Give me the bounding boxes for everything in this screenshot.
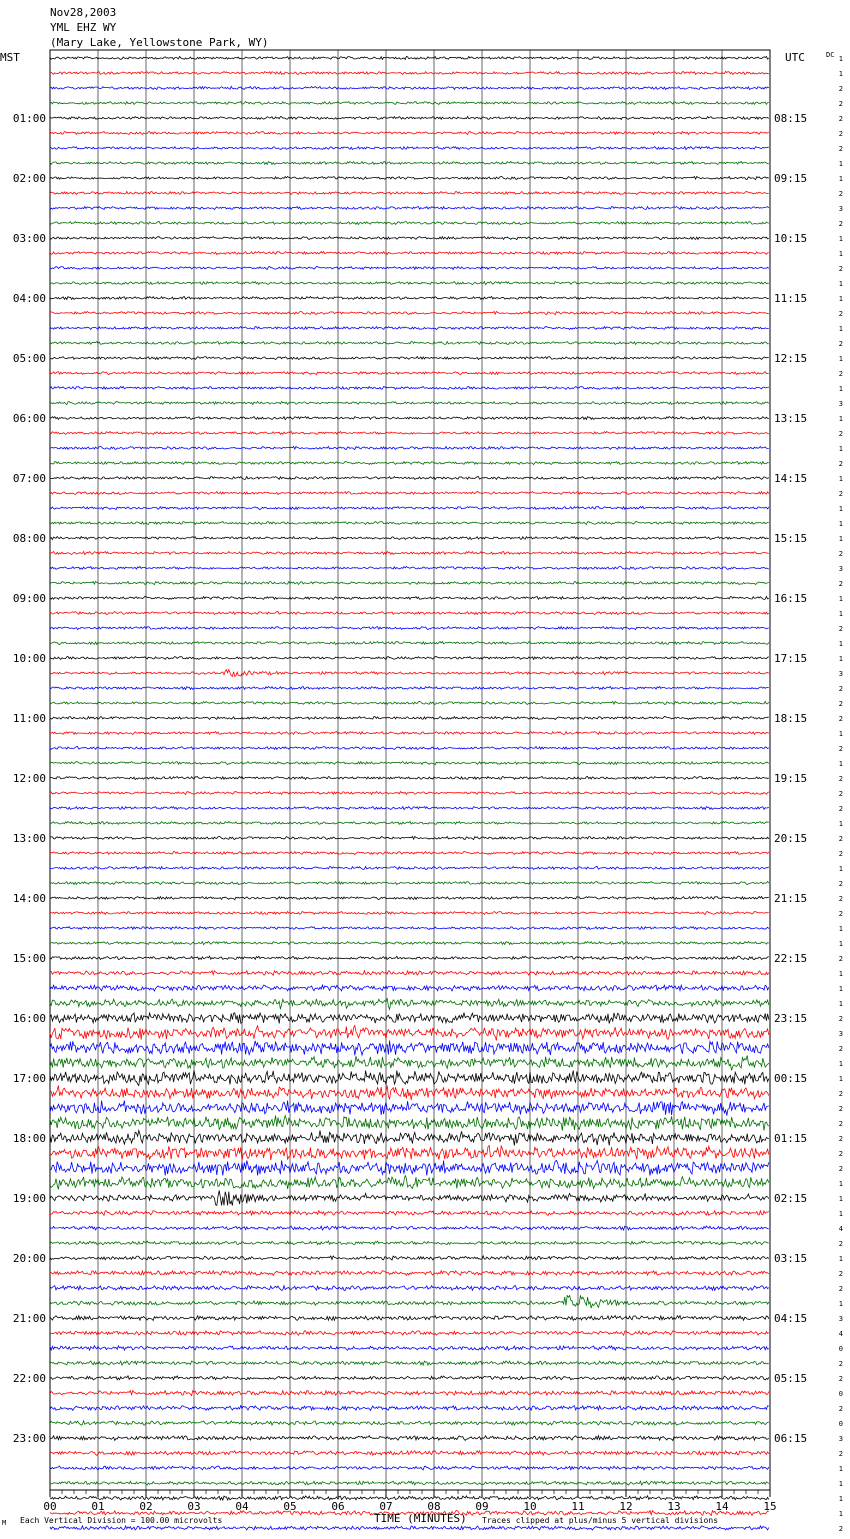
dc-offset-label: 1 [838,925,843,933]
dc-offset-label: 4 [838,1330,843,1338]
dc-offset-label: 2 [838,805,843,813]
dc-offset-label: 2 [838,700,843,708]
dc-offset-label: 2 [838,1285,843,1293]
trace-71 [50,1116,769,1131]
x-tick-label: 02 [139,1500,153,1513]
trace-31 [50,522,769,525]
right-hour-label: 10:15 [774,232,808,245]
right-hour-label: 08:15 [774,112,808,125]
x-tick-label: 05 [283,1500,297,1513]
x-tick-label: 03 [187,1500,201,1513]
trace-27 [50,462,769,465]
trace-lines [50,57,769,1535]
trace-15 [50,282,769,285]
trace-18 [50,327,769,330]
trace-70 [50,1101,769,1116]
trace-55 [50,882,769,885]
dc-offset-label: 1 [838,940,843,948]
trace-74 [50,1161,769,1176]
right-hour-labels [774,112,807,1445]
x-tick-label: 00 [43,1500,57,1513]
trace-7 [50,162,769,165]
trace-21 [50,372,769,375]
trace-23 [50,402,769,405]
x-tick-label: 10 [523,1500,537,1513]
trace-63 [50,998,769,1009]
x-tick-label: 08 [427,1500,441,1513]
trace-50 [50,807,769,810]
dc-offset-label: 1 [838,70,843,78]
right-hour-label: 19:15 [774,772,808,785]
trace-16 [50,297,769,300]
dc-offset-label: 1 [838,325,843,333]
trace-69 [50,1086,769,1101]
right-hour-label: 17:15 [774,652,808,665]
left-hour-label: 07:00 [12,472,46,485]
dc-offset-label: 0 [838,1420,843,1428]
dc-offset-label: 2 [838,685,843,693]
dc-offset-label: 1 [838,415,843,423]
right-hour-label: 06:15 [774,1432,808,1445]
dc-offset-label: 1 [838,970,843,978]
dc-offset-label: 1 [838,1495,843,1503]
x-tick-label: 13 [667,1500,681,1513]
scale-note: Each Vertical Division = 100.00 microvolts [20,1516,223,1525]
trace-29 [50,492,769,495]
dc-offset-label: 2 [838,850,843,858]
dc-offset-label: 3 [838,1315,843,1323]
right-hour-label: 21:15 [774,892,808,905]
trace-24 [50,417,769,420]
left-hour-label: 18:00 [12,1132,46,1145]
trace-92 [50,1436,769,1441]
dc-offset-label: 1 [838,445,843,453]
dc-offset-label: 2 [838,745,843,753]
dc-offset-label: 1 [838,1195,843,1203]
right-hour-label: 11:15 [774,292,808,305]
dc-offset-label: 3 [838,565,843,573]
trace-4 [50,117,769,120]
dc-offset-label: 3 [838,400,843,408]
dc-offset-label: 2 [838,1015,843,1023]
dc-offset-label: 2 [838,955,843,963]
dc-offset-label: 2 [838,145,843,153]
dc-offset-label: 1 [838,1000,843,1008]
left-hour-label: 19:00 [12,1192,46,1205]
right-axis-title: UTC [785,51,805,64]
dc-offset-label: 3 [838,1030,843,1038]
x-tick-label: 01 [91,1500,105,1513]
trace-64 [50,1013,769,1024]
dc-offset-label: 2 [838,490,843,498]
dc-offset-label: 1 [838,760,843,768]
dc-offset-label: 2 [838,130,843,138]
dc-offset-label: 2 [838,895,843,903]
left-hour-label: 22:00 [12,1372,46,1385]
x-tick-label: 07 [379,1500,393,1513]
dc-offset-label: 2 [838,115,843,123]
dc-offset-label: 2 [838,190,843,198]
left-hour-label: 23:00 [12,1432,46,1445]
left-hour-label: 21:00 [12,1312,46,1325]
trace-28 [50,477,769,480]
dc-offset-label: 1 [838,535,843,543]
right-hour-label: 18:15 [774,712,808,725]
trace-30 [50,507,769,510]
left-hour-label: 17:00 [12,1072,46,1085]
dc-offset-label: 2 [838,265,843,273]
record-date: Nov28,2003 [50,6,117,19]
trace-87 [50,1361,769,1365]
dc-offset-label: 2 [838,790,843,798]
left-hour-label: 08:00 [12,532,46,545]
dc-offset-label: 2 [838,625,843,633]
dc-offset-label: 1 [838,1465,843,1473]
dc-offset-label: 1 [838,595,843,603]
left-hour-label: 12:00 [12,772,46,785]
trace-8 [50,176,769,179]
trace-44 [50,717,769,720]
trace-1 [50,71,769,74]
trace-51 [50,822,769,825]
x-tick-label: 14 [715,1500,729,1513]
trace-12 [50,237,769,240]
trace-45 [50,732,769,735]
trace-42 [50,687,769,690]
trace-49 [50,792,769,795]
station-location: (Mary Lake, Yellowstone Park, WY) [50,36,269,49]
trace-14 [50,267,769,270]
trace-53 [50,852,769,855]
dc-offset-label: 2 [838,100,843,108]
trace-85 [50,1331,769,1335]
trace-83 [50,1296,769,1309]
trace-35 [50,581,769,584]
dc-offset-label: 2 [838,775,843,783]
dc-offset-label: 2 [838,835,843,843]
dc-offset-label: 2 [838,1150,843,1158]
dc-offset-label: 2 [838,1120,843,1128]
right-hour-label: 13:15 [774,412,808,425]
header [50,6,269,49]
right-hour-label: 00:15 [774,1072,808,1085]
left-hour-label: 02:00 [12,172,46,185]
dc-offset-label: 3 [838,1435,843,1443]
trace-2 [50,86,769,89]
trace-78 [50,1226,769,1230]
left-hour-label: 09:00 [12,592,46,605]
x-tick-label: 04 [235,1500,249,1513]
x-axis-ticks [43,1490,776,1513]
x-tick-label: 06 [331,1500,345,1513]
trace-13 [50,252,769,255]
trace-90 [50,1406,769,1411]
trace-17 [50,311,769,314]
trace-82 [50,1286,769,1291]
x-tick-label: 09 [475,1500,489,1513]
right-hour-label: 02:15 [774,1192,808,1205]
dc-offset-label: 1 [838,55,843,63]
trace-68 [50,1071,769,1086]
trace-33 [50,552,769,555]
right-hour-label: 14:15 [774,472,808,485]
right-hour-label: 16:15 [774,592,808,605]
trace-11 [50,222,769,225]
trace-9 [50,192,769,195]
trace-76 [50,1191,769,1206]
dc-offset-label: 2 [838,220,843,228]
dc-offset-label: 3 [838,205,843,213]
dc-offset-label: 1 [838,235,843,243]
left-hour-label: 20:00 [12,1252,46,1265]
dc-offset-label: 1 [838,385,843,393]
trace-34 [50,566,769,569]
left-hour-label: 04:00 [12,292,46,305]
trace-84 [50,1316,769,1321]
dc-offset-label: 2 [838,550,843,558]
dc-offset-label: 0 [838,1345,843,1353]
dc-offset-label: 1 [838,520,843,528]
dc-offset-label: 1 [838,1210,843,1218]
dc-offset-label: 1 [838,250,843,258]
dc-offset-label: 1 [838,1075,843,1083]
trace-72 [50,1131,769,1146]
dc-offset-label: 2 [838,1405,843,1413]
dc-offset-label: 2 [838,340,843,348]
right-hour-label: 15:15 [774,532,808,545]
trace-39 [50,642,769,645]
trace-26 [50,446,769,449]
trace-3 [50,102,769,105]
left-hour-label: 15:00 [12,952,46,965]
left-hour-label: 14:00 [12,892,46,905]
trace-20 [50,357,769,360]
trace-66 [50,1041,769,1056]
left-hour-label: 05:00 [12,352,46,365]
trace-19 [50,342,769,345]
right-hour-label: 20:15 [774,832,808,845]
dc-offset-label: 1 [838,505,843,513]
dc-offset-label: 1 [838,820,843,828]
trace-10 [50,207,769,210]
trace-91 [50,1421,769,1425]
trace-73 [50,1146,769,1161]
trace-56 [50,897,769,900]
trace-80 [50,1256,769,1260]
station-code: YML EHZ WY [50,21,117,34]
dc-offset-label: 0 [838,1390,843,1398]
right-hour-label: 03:15 [774,1252,808,1265]
trace-57 [50,912,769,915]
dc-offset-label: 2 [838,1045,843,1053]
dc-offset-label: 2 [838,1105,843,1113]
dc-label: DC [826,51,835,59]
left-hour-label: 06:00 [12,412,46,425]
dc-offset-label: 2 [838,1240,843,1248]
trace-81 [50,1271,769,1276]
dc-offset-label: 2 [838,370,843,378]
trace-75 [50,1176,769,1190]
dc-offset-label: 2 [838,910,843,918]
dc-offset-label: 3 [838,670,843,678]
dc-offset-label: 1 [838,1480,843,1488]
trace-94 [50,1466,769,1470]
dc-offset-label: 2 [838,1360,843,1368]
dc-offset-label: 2 [838,1090,843,1098]
dc-offset-label: 1 [838,985,843,993]
trace-22 [50,387,769,390]
dc-offset-label: 2 [838,1270,843,1278]
dc-offset-label: 1 [838,1060,843,1068]
left-hour-label: 01:00 [12,112,46,125]
trace-59 [50,942,769,945]
dc-offset-label: 4 [838,1225,843,1233]
trace-67 [50,1056,769,1071]
trace-6 [50,147,769,150]
left-axis-title: MST [0,51,20,64]
dc-offset-label: 2 [838,1525,843,1533]
dc-offset-label: 2 [838,1135,843,1143]
trace-5 [50,132,769,135]
dc-offset-label: 2 [838,715,843,723]
trace-32 [50,537,769,540]
dc-offset-label: 1 [838,865,843,873]
trace-62 [50,985,769,991]
trace-89 [50,1391,769,1396]
dc-offset-label: 1 [838,355,843,363]
trace-77 [50,1211,769,1216]
dc-offset-label: 2 [838,880,843,888]
x-tick-label: 12 [619,1500,633,1513]
corner-mark: M [2,1519,7,1527]
trace-40 [50,657,769,660]
trace-61 [50,971,769,976]
trace-86 [50,1346,769,1351]
trace-58 [50,927,769,930]
dc-offset-label: 2 [838,310,843,318]
trace-93 [50,1451,769,1456]
dc-offset-label: 1 [838,640,843,648]
dc-offset-label: 1 [838,1300,843,1308]
dc-offset-label: 2 [838,460,843,468]
trace-96 [50,1496,769,1500]
trace-48 [50,777,769,780]
dc-offset-label: 2 [838,580,843,588]
dc-offset-labels [835,55,843,1534]
clip-note: Traces clipped at plus/minus 5 vertical divisions [482,1516,719,1525]
left-hour-label: 11:00 [12,712,46,725]
dc-offset-label: 1 [838,730,843,738]
trace-46 [50,747,769,750]
right-hour-label: 04:15 [774,1312,808,1325]
dc-offset-label: 1 [838,655,843,663]
dc-offset-label: 1 [838,610,843,618]
dc-offset-label: 1 [838,280,843,288]
left-hour-labels [13,112,46,1445]
trace-79 [50,1241,769,1245]
trace-37 [50,612,769,615]
trace-60 [50,956,769,960]
dc-offset-label: 2 [838,85,843,93]
dc-offset-label: 1 [838,295,843,303]
x-tick-label: 15 [763,1500,777,1513]
trace-54 [50,867,769,870]
left-hour-label: 03:00 [12,232,46,245]
trace-25 [50,432,769,435]
dc-offset-label: 1 [838,1510,843,1518]
trace-88 [50,1376,769,1380]
trace-98 [50,1526,769,1530]
right-hour-label: 22:15 [774,952,808,965]
trace-95 [50,1481,769,1485]
left-hour-label: 16:00 [12,1012,46,1025]
right-hour-label: 12:15 [774,352,808,365]
right-hour-label: 09:15 [774,172,808,185]
right-hour-label: 01:15 [774,1132,808,1145]
dc-offset-label: 2 [838,1165,843,1173]
dc-offset-label: 1 [838,160,843,168]
trace-38 [50,627,769,630]
left-hour-label: 10:00 [12,652,46,665]
dc-offset-label: 2 [838,1450,843,1458]
right-hour-label: 23:15 [774,1012,808,1025]
dc-offset-label: 1 [838,175,843,183]
dc-offset-label: 1 [838,1255,843,1263]
dc-offset-label: 1 [838,1180,843,1188]
right-hour-label: 05:15 [774,1372,808,1385]
trace-65 [50,1026,769,1041]
left-hour-label: 13:00 [12,832,46,845]
trace-36 [50,597,769,600]
trace-0 [50,57,769,60]
trace-41 [50,670,769,677]
x-axis-label: TIME (MINUTES) [374,1512,467,1525]
x-tick-label: 11 [571,1500,585,1513]
plot-frame [50,50,770,1490]
trace-43 [50,701,769,704]
trace-47 [50,762,769,765]
dc-offset-label: 1 [838,475,843,483]
dc-offset-label: 2 [838,1375,843,1383]
trace-52 [50,836,769,839]
dc-offset-label: 2 [838,430,843,438]
